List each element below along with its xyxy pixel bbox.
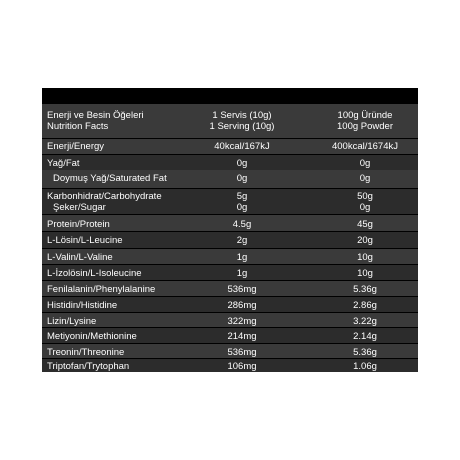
table-row <box>42 214 418 231</box>
row-name: Enerji/Energy <box>47 141 105 152</box>
row-per100: 5.36g <box>353 284 377 295</box>
row-serving: 1g <box>236 268 248 279</box>
row-name: Doymuş Yağ/Saturated Fat <box>53 173 167 184</box>
header-row <box>42 104 418 138</box>
row-name: Fenilalanin/Phenylalanine <box>47 284 156 295</box>
table-row <box>42 248 418 264</box>
table-row <box>42 154 418 170</box>
row-serving: 4.5g <box>232 219 252 230</box>
row-name: Şeker/Sugar <box>53 202 106 213</box>
row-serving: 40kcal/167kJ <box>214 141 270 152</box>
row-serving: 0g <box>236 173 248 184</box>
row-serving: 536mg <box>227 284 257 295</box>
header-label-en: Nutrition Facts <box>47 121 109 132</box>
row-name: Lizin/Lysine <box>47 316 97 327</box>
table-row <box>42 296 418 312</box>
row-per100: 45g <box>357 219 373 230</box>
row-per100: 5.36g <box>353 347 377 358</box>
row-per100: 10g <box>357 268 373 279</box>
header-per100-en: 100g Powder <box>337 121 393 132</box>
row-serving: 286mg <box>227 300 257 311</box>
row-serving: 0g <box>236 158 248 169</box>
row-name: L-İzolösin/L-Isoleucine <box>47 268 142 279</box>
row-per100: 2.86g <box>353 300 377 311</box>
header-per100-tr: 100g Üründe <box>337 110 393 121</box>
row-name: Triptofan/Trytophan <box>47 361 130 372</box>
row-name: Metiyonin/Methionine <box>47 331 137 342</box>
table-row <box>42 327 418 343</box>
row-per100: 2.14g <box>353 331 377 342</box>
row-per100: 0g <box>359 202 371 213</box>
row-per100: 1.06g <box>353 361 377 372</box>
row-name: L-Valin/L-Valine <box>47 252 113 263</box>
table-row <box>42 138 418 154</box>
header-label-tr: Enerji ve Besin Öğeleri <box>47 110 144 121</box>
row-serving: 1g <box>236 252 248 263</box>
row-name: Histidin/Histidine <box>47 300 118 311</box>
top-band <box>42 88 418 104</box>
table-row <box>42 170 418 188</box>
table-row <box>42 280 418 296</box>
row-per100: 0g <box>359 173 371 184</box>
row-per100: 400kcal/1674kJ <box>331 141 399 152</box>
row-name: L-Lösin/L-Leucine <box>47 235 123 246</box>
row-name: Yağ/Fat <box>47 158 80 169</box>
row-name: Protein/Protein <box>47 219 110 230</box>
table-row <box>42 264 418 280</box>
table-row <box>42 188 418 214</box>
nutrition-facts-panel <box>42 88 418 372</box>
header-serving-tr: 1 Servis (10g) <box>212 110 272 121</box>
row-serving: 214mg <box>227 331 257 342</box>
row-per100: 50g <box>357 191 373 202</box>
row-serving: 5g <box>236 191 248 202</box>
table-row <box>42 358 418 372</box>
row-serving: 536mg <box>227 347 257 358</box>
row-serving: 0g <box>236 202 248 213</box>
row-serving: 2g <box>236 235 248 246</box>
row-name: Treonin/Threonine <box>47 347 125 358</box>
row-name: Karbonhidrat/Carbohydrate <box>47 191 162 202</box>
table-row <box>42 312 418 327</box>
row-per100: 20g <box>357 235 373 246</box>
row-per100: 3.22g <box>353 316 377 327</box>
row-serving: 322mg <box>227 316 257 327</box>
row-per100: 0g <box>359 158 371 169</box>
row-per100: 10g <box>357 252 373 263</box>
row-serving: 106mg <box>227 361 257 372</box>
table-row <box>42 343 418 358</box>
table-row <box>42 231 418 248</box>
header-serving-en: 1 Serving (10g) <box>209 121 275 132</box>
